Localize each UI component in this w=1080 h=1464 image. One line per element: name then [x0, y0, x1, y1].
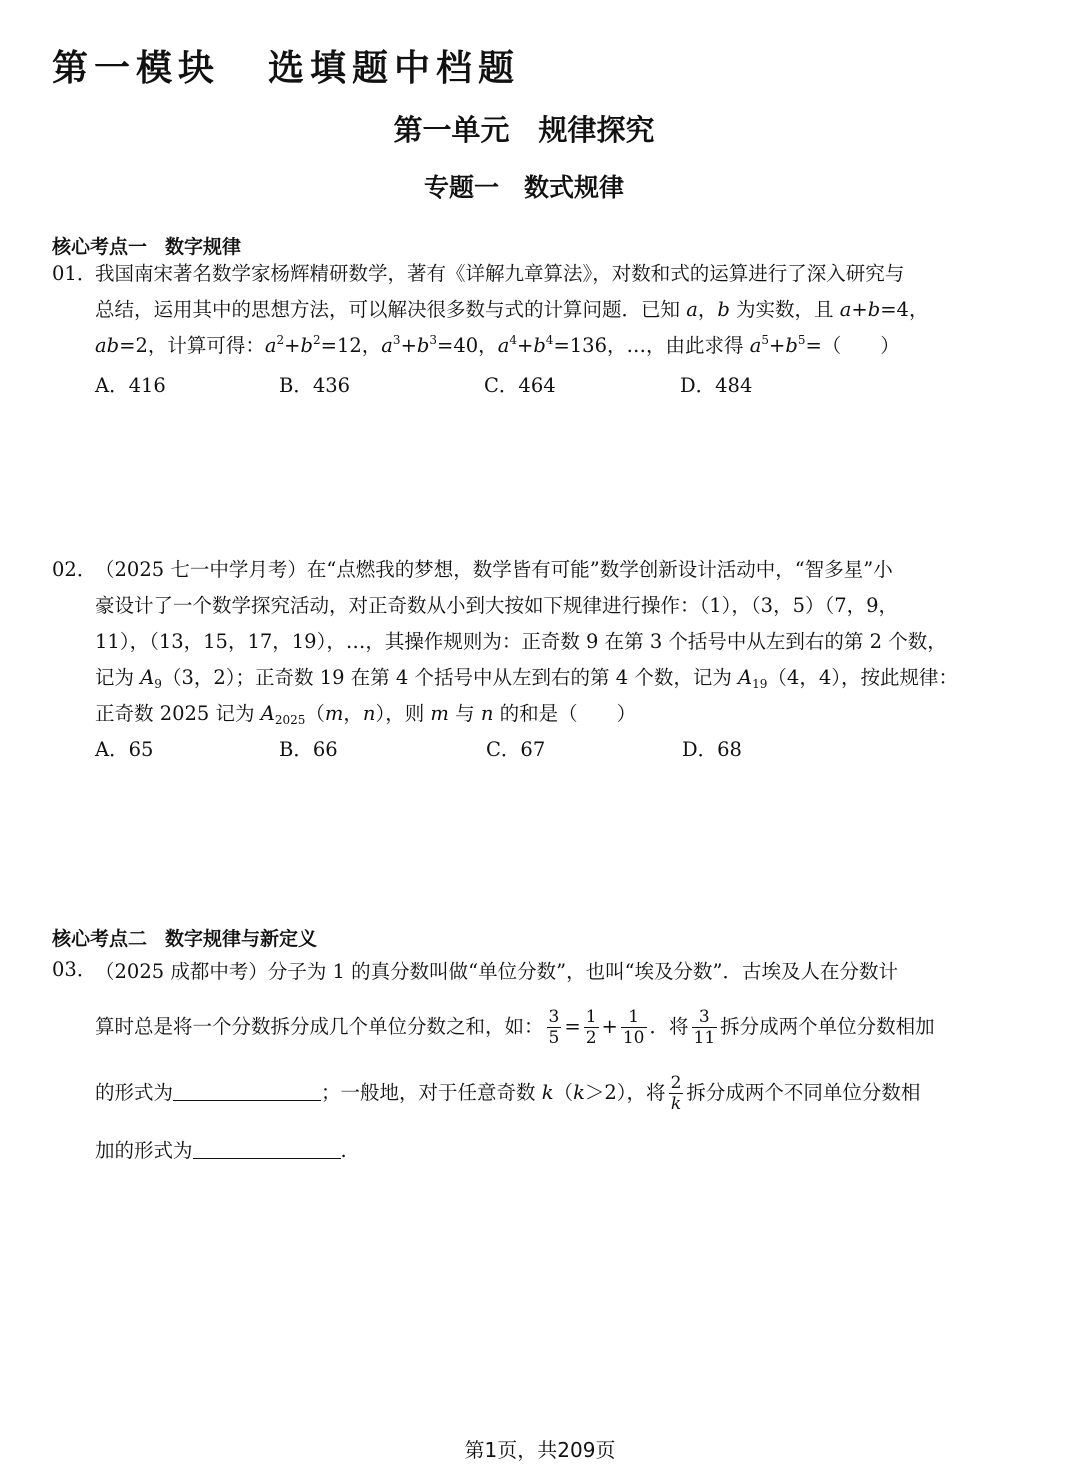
answer-blank-2[interactable] — [193, 1136, 341, 1159]
choice-d[interactable]: D．484 — [680, 374, 753, 397]
question-line: 正奇数 2025 记为 $A_{2025}(m$，n），则 m 与 n 的和是（ ） — [95, 702, 637, 727]
choice-b[interactable]: B．436 — [279, 374, 351, 397]
question-line: 算时总是将一个分数拆分成几个单位分数之和，如： $\frac{3}{5}$ = $\frac{1}{2}$ + $\frac{1}{10}$ ．将 $\frac{3}{11}$ 拆分成两个单位分数相加 — [95, 1007, 935, 1048]
question-line: 我国南宋著名数学家杨辉精研数学，著有《详解九章算法》，对数和式的运算进行了深入研究与 — [95, 262, 905, 285]
page-number: 第1页，共209页 — [464, 1438, 616, 1462]
module-title — [52, 40, 520, 91]
choice-a[interactable]: A．65 — [95, 738, 154, 761]
choice-d[interactable]: D．68 — [682, 738, 742, 761]
topic-title: 专题一 数式规律 — [423, 173, 624, 202]
choice-c[interactable]: C．464 — [484, 374, 556, 397]
question-line: （2025 七一中学月考）在“点燃我的梦想，数学皆有可能”数学创新设计活动中，“智多星”小 — [95, 558, 893, 581]
question-line: 加的形式为 . — [52, 1122, 1012, 1180]
section-heading-2: 核心考点二 数字规律与新定义 — [52, 928, 318, 950]
question-line: 总结，运用其中的思想方法，可以解决很多数与式的计算问题．已知 a，b 为实数，且 a+b=4， — [95, 298, 929, 321]
answer-blank-1[interactable] — [173, 1078, 321, 1101]
unit-title: 第一单元 规律探究 — [393, 113, 655, 147]
question-line: 记为 $A_9(3$，2）；正奇数 19 在第 4 个括号中从左到右的第 4 个数，记为 $A_{19}(4$，4），按此规律： — [95, 666, 958, 691]
module-label: 第一模块 — [52, 47, 221, 89]
question-line: 豪设计了一个数学探究活动，对正奇数从小到大按如下规律进行操作：（1），（3，5）（7，9， — [95, 594, 899, 617]
section-heading-1: 核心考点一 数字规律 — [52, 236, 242, 258]
question-2 — [52, 552, 1012, 732]
question-1 — [52, 256, 1012, 364]
choice-a[interactable]: A．416 — [95, 374, 166, 397]
module-name: 选填题中档题 — [268, 47, 521, 89]
question-3 — [52, 954, 1012, 1180]
question-line: 的形式为 ；一般地，对于任意奇数 k（k＞2），将 $\frac{2}{k}$ 拆分成两个不同单位分数相 — [95, 1073, 921, 1114]
question-number: 01． — [52, 262, 97, 285]
question-line: 11），（13，15，17，19），…，其操作规则为：正奇数 9 在第 3 个括号中从左到右的第 2 个数， — [95, 630, 947, 653]
choice-c[interactable]: C．67 — [486, 738, 546, 761]
question-line: （2025 成都中考）分子为 1 的真分数叫做“单位分数”，也叫“埃及分数”．古埃及人在分数计 — [95, 960, 899, 983]
question-line: ab=2，计算可得：$a^2+b^2=12$，$a^3+b^3=40$，$a^4+b^4=136$，…，由此求得 $a^5+b^5=$（ ） — [95, 333, 900, 357]
question-number: 03． — [52, 958, 97, 981]
choice-b[interactable]: B．66 — [279, 738, 338, 761]
question-number: 02． — [52, 558, 97, 581]
